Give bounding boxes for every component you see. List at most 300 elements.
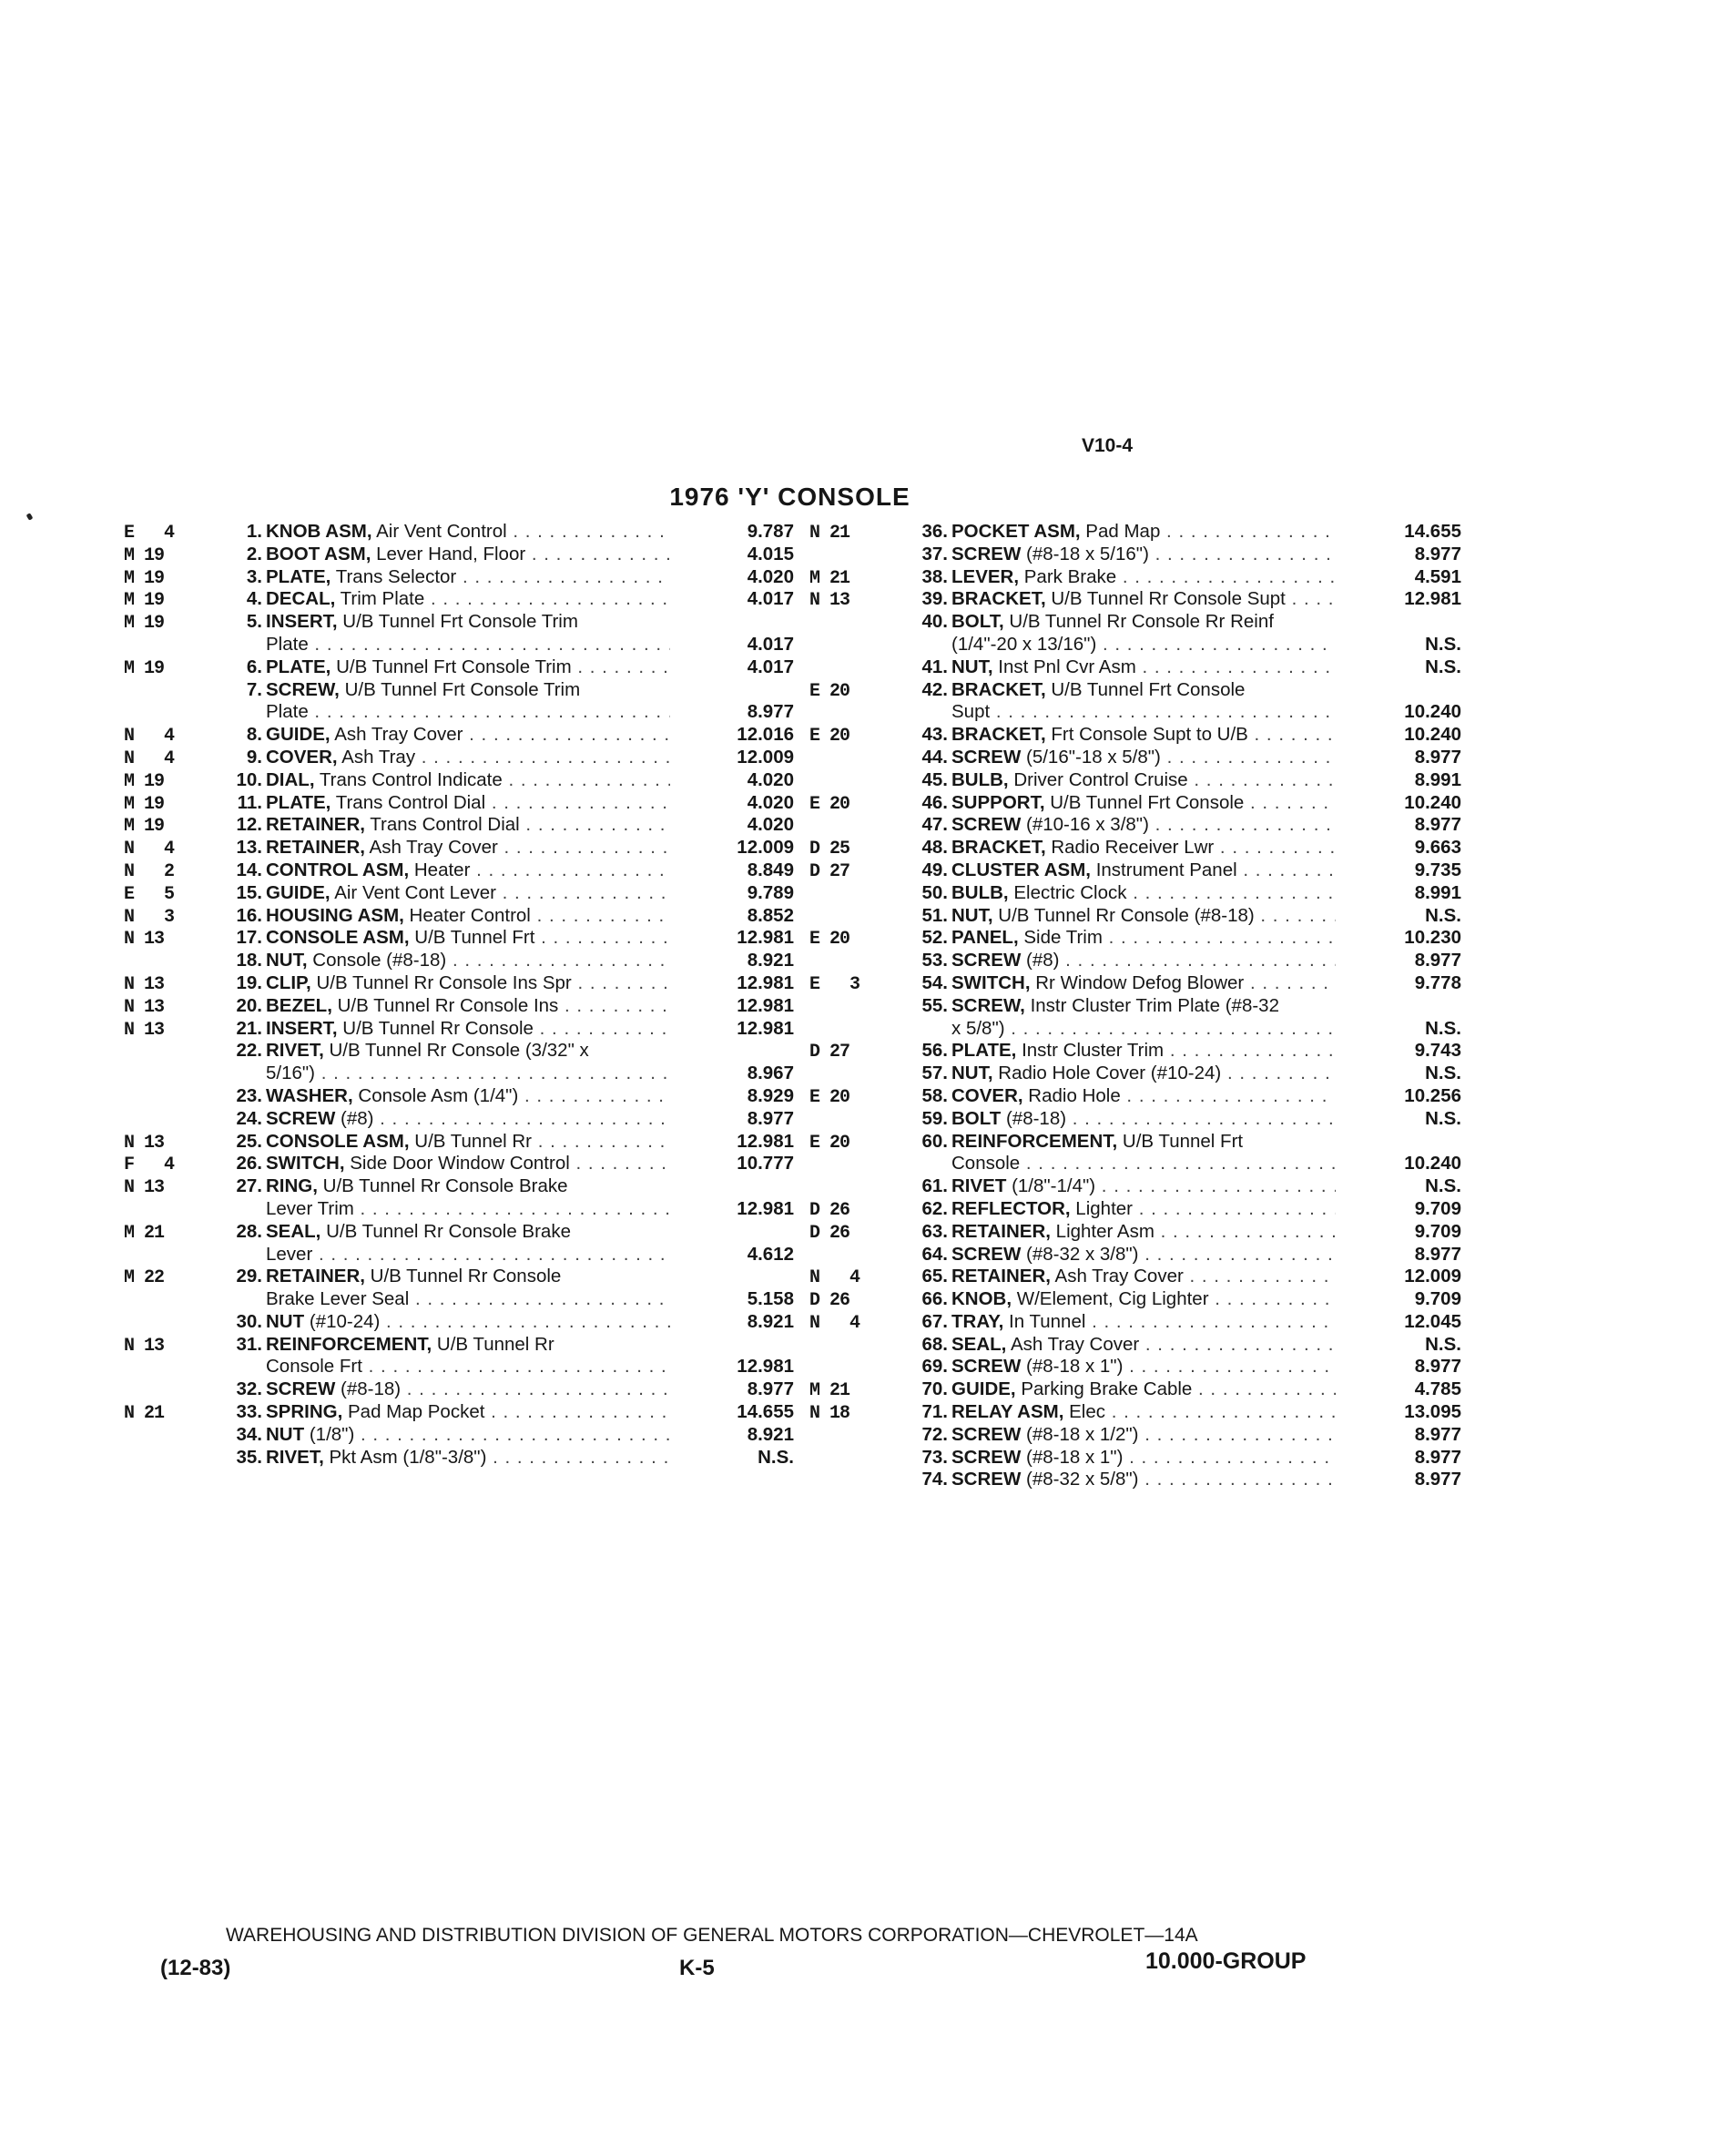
part-entry bbox=[809, 588, 1461, 611]
part-entry bbox=[809, 859, 1461, 882]
part-description bbox=[262, 1108, 670, 1131]
part-detail: U/B Tunnel Frt Console Trim bbox=[337, 611, 578, 633]
group-number: 9.709 bbox=[1414, 1197, 1461, 1219]
group-number: 12.981 bbox=[737, 1130, 794, 1152]
part-number: 47. bbox=[921, 814, 948, 836]
part-description bbox=[948, 747, 1336, 769]
part-detail: Rr Window Defog Blower bbox=[1030, 971, 1245, 993]
group-number: 4.017 bbox=[747, 588, 794, 610]
illustration-location: N 4 bbox=[809, 1312, 860, 1334]
part-detail: Trans Selector bbox=[331, 565, 457, 587]
part-detail: Parking Brake Cable bbox=[1015, 1378, 1193, 1400]
group-number: 12.981 bbox=[737, 1197, 794, 1219]
part-entry bbox=[809, 1221, 1461, 1244]
part-name: NUT, bbox=[266, 950, 308, 971]
scan-speck bbox=[26, 513, 34, 521]
part-description bbox=[262, 927, 670, 950]
part-description bbox=[948, 1356, 1336, 1378]
illustration-location: M 19 bbox=[124, 544, 165, 566]
part-detail: U/B Tunnel Rr bbox=[432, 1333, 554, 1355]
part-description bbox=[262, 1311, 670, 1334]
part-entry bbox=[124, 679, 794, 725]
part-name: PLATE, bbox=[266, 656, 331, 677]
part-number: 42. bbox=[921, 678, 948, 700]
group-number: 8.977 bbox=[1414, 1356, 1461, 1378]
group-number: 12.981 bbox=[737, 1356, 794, 1378]
part-description bbox=[262, 1040, 670, 1063]
part-detail: U/B Tunnel Rr Console Supt bbox=[1045, 588, 1286, 610]
footer-division: WAREHOUSING AND DISTRIBUTION DIVISION OF GENERAL MOTORS CORPORATION—CHEVROLET—14A bbox=[226, 1925, 1198, 1946]
part-detail: (#8-18) bbox=[335, 1378, 402, 1400]
part-number: 52. bbox=[921, 927, 948, 949]
part-detail: Driver Control Cruise bbox=[1008, 768, 1188, 790]
group-number: 8.977 bbox=[1414, 1423, 1461, 1445]
part-detail: (#8-32 x 5/8") bbox=[1021, 1469, 1139, 1490]
part-detail: U/B Tunnel Frt bbox=[409, 927, 535, 949]
part-number: 37. bbox=[921, 543, 948, 564]
part-entry bbox=[124, 1424, 794, 1447]
part-detail: (#8-18 x 1") bbox=[1021, 1356, 1124, 1378]
part-description bbox=[262, 1447, 670, 1470]
illustration-location: M 19 bbox=[124, 816, 165, 838]
part-entry bbox=[809, 521, 1461, 544]
group-number: 10.240 bbox=[1404, 791, 1461, 813]
illustration-location: E 3 bbox=[809, 973, 860, 995]
part-detail: Lighter Asm bbox=[1050, 1220, 1154, 1242]
part-entry bbox=[809, 679, 1461, 725]
part-entry bbox=[124, 1108, 794, 1131]
part-number: 21. bbox=[236, 1017, 262, 1039]
part-detail: Radio Hole bbox=[1022, 1084, 1121, 1106]
part-detail: Lighter bbox=[1070, 1197, 1133, 1219]
part-name: POCKET ASM, bbox=[951, 521, 1081, 542]
group-number: 12.981 bbox=[737, 994, 794, 1016]
part-description bbox=[262, 724, 670, 747]
group-number: 8.991 bbox=[1414, 881, 1461, 903]
part-number: 60. bbox=[921, 1130, 948, 1152]
group-number: 8.852 bbox=[747, 904, 794, 926]
group-number: 8.977 bbox=[747, 1378, 794, 1400]
part-description bbox=[262, 859, 670, 882]
illustration-location: E 5 bbox=[124, 883, 175, 905]
group-number: 9.709 bbox=[1414, 1220, 1461, 1242]
group-number: 8.977 bbox=[1414, 543, 1461, 564]
part-description bbox=[262, 1153, 670, 1175]
illustration-location: E 20 bbox=[809, 726, 850, 747]
group-number: 8.967 bbox=[747, 1063, 794, 1084]
part-description bbox=[948, 995, 1336, 1018]
part-name: LEVER, bbox=[951, 565, 1020, 587]
part-name: NUT, bbox=[951, 656, 993, 677]
part-name: SCREW bbox=[951, 746, 1022, 768]
part-number: 73. bbox=[921, 1446, 948, 1468]
part-detail: U/B Tunnel Frt bbox=[1117, 1130, 1244, 1152]
part-entry bbox=[809, 814, 1461, 837]
illustration-location: M 19 bbox=[124, 613, 165, 635]
part-entry bbox=[124, 1221, 794, 1266]
part-detail: (#8-18) bbox=[1001, 1107, 1067, 1129]
part-name: SPRING, bbox=[266, 1401, 343, 1423]
part-name: SCREW bbox=[951, 1356, 1022, 1378]
part-description bbox=[948, 837, 1336, 859]
part-number: 36. bbox=[921, 521, 948, 542]
part-name: SUPPORT, bbox=[951, 791, 1045, 813]
illustration-location: N 3 bbox=[124, 906, 175, 928]
part-detail: (#10-24) bbox=[304, 1310, 381, 1332]
part-entry bbox=[124, 1018, 794, 1041]
part-description bbox=[262, 1266, 670, 1288]
part-description bbox=[262, 611, 670, 634]
group-number: 10.240 bbox=[1404, 701, 1461, 723]
part-detail: Elec bbox=[1063, 1401, 1105, 1423]
part-number: 30. bbox=[236, 1310, 262, 1332]
illustration-location: E 20 bbox=[809, 680, 850, 702]
part-entry bbox=[809, 566, 1461, 589]
illustration-location: N 13 bbox=[124, 1132, 165, 1154]
group-number: 8.849 bbox=[747, 859, 794, 880]
part-description bbox=[948, 611, 1336, 634]
part-description-continued: Plate . . . bbox=[262, 634, 670, 656]
part-entry bbox=[124, 1131, 794, 1154]
part-description bbox=[262, 1085, 670, 1108]
part-detail: Ash Tray Cover bbox=[364, 837, 498, 859]
part-description bbox=[948, 521, 1336, 544]
part-description bbox=[262, 1378, 670, 1401]
part-number: 74. bbox=[921, 1469, 948, 1490]
part-number: 72. bbox=[921, 1423, 948, 1445]
part-name: SWITCH, bbox=[951, 971, 1031, 993]
group-number: 13.095 bbox=[1404, 1401, 1461, 1423]
part-number: 29. bbox=[236, 1266, 262, 1287]
part-number: 34. bbox=[236, 1423, 262, 1445]
part-number: 65. bbox=[921, 1266, 948, 1287]
part-name: CONTROL ASM, bbox=[266, 859, 410, 880]
part-name: BULB, bbox=[951, 881, 1009, 903]
part-detail: Air Vent Control bbox=[371, 521, 507, 542]
part-name: RELAY ASM, bbox=[951, 1401, 1064, 1423]
part-description bbox=[948, 1063, 1336, 1085]
group-number: 4.591 bbox=[1414, 565, 1461, 587]
part-name: SCREW bbox=[951, 1446, 1022, 1468]
part-description bbox=[948, 1266, 1336, 1288]
part-entry bbox=[124, 1378, 794, 1401]
part-number: 45. bbox=[921, 768, 948, 790]
group-number: 14.655 bbox=[737, 1401, 794, 1423]
part-name: WASHER, bbox=[266, 1084, 353, 1106]
part-detail: U/B Tunnel Frt Console bbox=[1045, 678, 1246, 700]
part-detail: U/B Tunnel Frt Console Trim bbox=[331, 656, 572, 677]
group-number: N.S. bbox=[1425, 904, 1461, 926]
part-name: RETAINER, bbox=[951, 1266, 1051, 1287]
part-entry bbox=[809, 656, 1461, 679]
part-description bbox=[262, 1221, 670, 1244]
part-description bbox=[262, 792, 670, 815]
part-description bbox=[262, 1334, 670, 1357]
part-name: SEAL, bbox=[266, 1220, 321, 1242]
part-number: 14. bbox=[236, 859, 262, 880]
part-entry bbox=[124, 1311, 794, 1334]
part-entry bbox=[809, 1175, 1461, 1198]
part-number: 13. bbox=[236, 837, 262, 859]
part-name: INSERT, bbox=[266, 1017, 338, 1039]
illustration-location: N 4 bbox=[124, 726, 175, 747]
part-number: 64. bbox=[921, 1243, 948, 1265]
part-detail: Trans Control Dial bbox=[331, 791, 486, 813]
part-description bbox=[948, 724, 1336, 747]
part-entry bbox=[809, 1334, 1461, 1357]
part-name: SCREW bbox=[951, 1423, 1022, 1445]
parts-list-left bbox=[124, 521, 794, 1469]
group-number: 4.020 bbox=[747, 768, 794, 790]
part-number: 33. bbox=[236, 1401, 262, 1423]
part-entry bbox=[124, 588, 794, 611]
part-description bbox=[948, 1447, 1336, 1470]
part-number: 55. bbox=[921, 994, 948, 1016]
part-entry bbox=[809, 1447, 1461, 1470]
group-number: 4.020 bbox=[747, 791, 794, 813]
group-number: 9.789 bbox=[747, 881, 794, 903]
illustration-location: M 19 bbox=[124, 567, 165, 589]
part-description bbox=[948, 1288, 1336, 1311]
part-number: 54. bbox=[921, 971, 948, 993]
part-description bbox=[262, 656, 670, 679]
part-entry bbox=[124, 905, 794, 928]
part-entry bbox=[809, 1288, 1461, 1311]
part-number: 63. bbox=[921, 1220, 948, 1242]
part-description bbox=[948, 792, 1336, 815]
part-entry bbox=[809, 950, 1461, 972]
part-detail: U/B Tunnel Rr Console Ins bbox=[331, 994, 559, 1016]
group-number: 8.991 bbox=[1414, 768, 1461, 790]
group-number: 12.016 bbox=[737, 724, 794, 746]
part-number: 6. bbox=[246, 656, 262, 677]
part-description-continued: x 5/8") . . . bbox=[948, 1018, 1336, 1041]
part-detail: Electric Clock bbox=[1008, 881, 1127, 903]
group-number: 8.977 bbox=[1414, 1469, 1461, 1490]
part-name: BOLT, bbox=[951, 611, 1004, 633]
part-detail: Instr Cluster Trim Plate (#8-32 bbox=[1024, 994, 1279, 1016]
footer-date: (12-83) bbox=[160, 1956, 231, 1980]
part-detail: W/Element, Cig Lighter bbox=[1012, 1288, 1209, 1310]
part-name: CLIP, bbox=[266, 971, 311, 993]
part-name: GUIDE, bbox=[266, 724, 331, 746]
part-description bbox=[948, 1334, 1336, 1357]
part-entry bbox=[809, 1401, 1461, 1424]
part-detail: (#8) bbox=[335, 1107, 374, 1129]
part-number: 43. bbox=[921, 724, 948, 746]
part-description bbox=[948, 950, 1336, 972]
part-number: 56. bbox=[921, 1040, 948, 1062]
part-detail: Park Brake bbox=[1019, 565, 1117, 587]
part-description bbox=[948, 1175, 1336, 1198]
part-number: 59. bbox=[921, 1107, 948, 1129]
part-description bbox=[262, 814, 670, 837]
part-description bbox=[948, 927, 1336, 950]
group-number: 8.977 bbox=[1414, 950, 1461, 971]
illustration-location: E 20 bbox=[809, 1086, 850, 1108]
part-name: BOOT ASM, bbox=[266, 543, 371, 564]
group-number: 12.981 bbox=[737, 1017, 794, 1039]
part-number: 9. bbox=[246, 746, 262, 768]
part-number: 10. bbox=[236, 768, 262, 790]
part-name: CLUSTER ASM, bbox=[951, 859, 1091, 880]
part-detail: U/B Tunnel Rr Console Brake bbox=[320, 1220, 571, 1242]
part-description bbox=[262, 588, 670, 611]
part-entry bbox=[809, 611, 1461, 656]
part-number: 28. bbox=[236, 1220, 262, 1242]
part-name: PANEL, bbox=[951, 927, 1019, 949]
part-detail: U/B Tunnel Rr Console Ins Spr bbox=[310, 971, 572, 993]
part-description bbox=[948, 1311, 1336, 1334]
part-description bbox=[262, 769, 670, 792]
part-number: 48. bbox=[921, 837, 948, 859]
part-number: 2. bbox=[246, 543, 262, 564]
part-description bbox=[262, 566, 670, 589]
part-description bbox=[262, 544, 670, 566]
part-name: TRAY, bbox=[951, 1310, 1004, 1332]
part-description bbox=[948, 1085, 1336, 1108]
part-number: 8. bbox=[246, 724, 262, 746]
part-name: BRACKET, bbox=[951, 724, 1046, 746]
part-number: 12. bbox=[236, 814, 262, 836]
part-entry bbox=[809, 544, 1461, 566]
illustration-location: E 20 bbox=[809, 793, 850, 815]
group-number: 10.230 bbox=[1404, 927, 1461, 949]
part-entry bbox=[124, 814, 794, 837]
part-description bbox=[948, 1040, 1336, 1063]
part-entry bbox=[124, 769, 794, 792]
group-number: N.S. bbox=[1425, 656, 1461, 677]
part-entry bbox=[809, 1108, 1461, 1131]
part-name: BULB, bbox=[951, 768, 1009, 790]
part-number: 71. bbox=[921, 1401, 948, 1423]
group-number: N.S. bbox=[758, 1446, 794, 1468]
part-name: SCREW bbox=[951, 950, 1022, 971]
illustration-location: D 26 bbox=[809, 1222, 850, 1244]
group-number: 9.735 bbox=[1414, 859, 1461, 880]
group-number: N.S. bbox=[1425, 1063, 1461, 1084]
part-entry bbox=[809, 1085, 1461, 1108]
part-name: REINFORCEMENT, bbox=[951, 1130, 1118, 1152]
part-detail: U/B Tunnel Frt Console Trim bbox=[339, 678, 581, 700]
group-number: 12.009 bbox=[737, 746, 794, 768]
part-entry bbox=[124, 521, 794, 544]
part-detail: U/B Tunnel Rr Console Brake bbox=[317, 1175, 568, 1197]
group-number: 4.785 bbox=[1414, 1378, 1461, 1400]
part-entry bbox=[124, 859, 794, 882]
group-number: 12.045 bbox=[1404, 1310, 1461, 1332]
part-name: NUT bbox=[266, 1310, 305, 1332]
illustration-location: N 2 bbox=[124, 860, 175, 882]
part-entry bbox=[124, 656, 794, 679]
part-description bbox=[948, 1244, 1336, 1266]
part-entry bbox=[124, 544, 794, 566]
part-description bbox=[262, 837, 670, 859]
illustration-location: N 21 bbox=[124, 1403, 165, 1425]
part-name: SCREW bbox=[951, 1243, 1022, 1265]
part-number: 35. bbox=[236, 1446, 262, 1468]
part-number: 24. bbox=[236, 1107, 262, 1129]
part-name: DECAL, bbox=[266, 588, 336, 610]
part-entry bbox=[809, 1198, 1461, 1221]
part-number: 11. bbox=[237, 791, 262, 813]
part-detail: (5/16"-18 x 5/8") bbox=[1021, 746, 1161, 768]
illustration-location: E 20 bbox=[809, 929, 850, 951]
part-detail: Side Door Window Control bbox=[344, 1153, 570, 1175]
group-number: 5.158 bbox=[747, 1288, 794, 1310]
part-number: 49. bbox=[921, 859, 948, 880]
group-number: 9.709 bbox=[1414, 1288, 1461, 1310]
part-name: NUT, bbox=[951, 1063, 993, 1084]
part-description bbox=[262, 747, 670, 769]
part-name: SCREW, bbox=[266, 678, 340, 700]
part-number: 22. bbox=[236, 1040, 262, 1062]
part-description bbox=[262, 905, 670, 928]
part-name: SEAL, bbox=[951, 1333, 1007, 1355]
part-description-continued: 5/16") . . . bbox=[262, 1063, 670, 1085]
group-number: 12.009 bbox=[1404, 1266, 1461, 1287]
part-number: 61. bbox=[921, 1175, 948, 1197]
illustration-location: M 21 bbox=[809, 1380, 850, 1402]
group-number: 9.743 bbox=[1414, 1040, 1461, 1062]
part-detail: Side Trim bbox=[1018, 927, 1103, 949]
group-number: 4.017 bbox=[747, 656, 794, 677]
part-description bbox=[262, 950, 670, 972]
footer-page-number: K-5 bbox=[679, 1956, 715, 1980]
part-entry bbox=[809, 792, 1461, 815]
part-name: SCREW bbox=[266, 1107, 336, 1129]
part-entry bbox=[124, 950, 794, 972]
part-name: CONSOLE ASM, bbox=[266, 1130, 410, 1152]
part-name: SCREW bbox=[951, 1469, 1022, 1490]
part-entry bbox=[809, 1131, 1461, 1176]
part-description bbox=[948, 814, 1336, 837]
part-number: 58. bbox=[921, 1084, 948, 1106]
part-detail: (1/8") bbox=[304, 1423, 355, 1445]
part-entry bbox=[809, 1424, 1461, 1447]
part-description bbox=[262, 1175, 670, 1198]
part-detail: Inst Pnl Cvr Asm bbox=[992, 656, 1136, 677]
part-entry bbox=[124, 1334, 794, 1379]
group-number: 12.981 bbox=[1404, 588, 1461, 610]
part-entry bbox=[809, 972, 1461, 995]
group-number: 9.778 bbox=[1414, 971, 1461, 993]
part-detail: Ash Tray bbox=[337, 746, 416, 768]
part-name: CONSOLE ASM, bbox=[266, 927, 410, 949]
part-detail: U/B Tunnel Rr Console bbox=[337, 1017, 534, 1039]
part-description-continued: Brake Lever Seal . . . bbox=[262, 1288, 670, 1311]
part-name: NUT bbox=[266, 1423, 305, 1445]
illustration-location: N 13 bbox=[124, 996, 165, 1018]
part-description bbox=[948, 1469, 1336, 1491]
part-name: RIVET bbox=[951, 1175, 1007, 1197]
part-number: 53. bbox=[921, 950, 948, 971]
group-number: 8.977 bbox=[1414, 1446, 1461, 1468]
part-description-continued: Console Frt . . . bbox=[262, 1356, 670, 1378]
part-name: BRACKET, bbox=[951, 588, 1046, 610]
group-number: 12.009 bbox=[737, 837, 794, 859]
part-name: BEZEL, bbox=[266, 994, 332, 1016]
part-description-continued: Supt . . . bbox=[948, 701, 1336, 724]
part-name: COVER, bbox=[266, 746, 338, 768]
part-entry bbox=[124, 927, 794, 950]
part-entry bbox=[809, 882, 1461, 905]
group-number: 8.977 bbox=[747, 701, 794, 723]
part-number: 32. bbox=[236, 1378, 262, 1400]
part-entry bbox=[809, 747, 1461, 769]
part-entry bbox=[124, 1447, 794, 1470]
part-number: 7. bbox=[246, 678, 262, 700]
